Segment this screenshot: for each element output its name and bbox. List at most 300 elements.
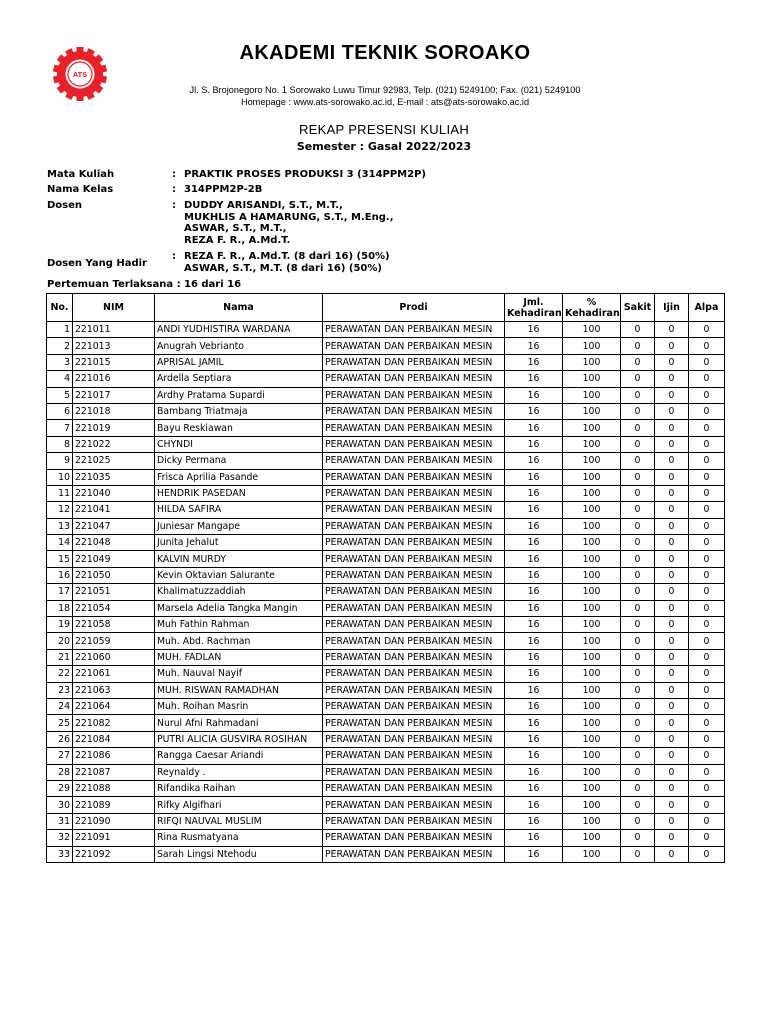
table-row (47, 731, 725, 747)
cell-jml-kehadiran: 16 (505, 371, 563, 387)
cell-jml-kehadiran: 16 (505, 764, 563, 780)
cell-nama: Rifky Algifhari (155, 797, 323, 813)
semester-label: Semester : Gasal 2022/2023 (296, 140, 472, 153)
cell-sakit: 0 (621, 830, 655, 846)
cell-nim: 221048 (73, 535, 155, 551)
cell-no: 32 (47, 830, 73, 846)
cell-nim: 221084 (73, 731, 155, 747)
table-row (47, 567, 725, 583)
cell-no: 17 (47, 584, 73, 600)
cell-nim: 221089 (73, 797, 155, 813)
table-row (47, 518, 725, 534)
header-ijin: Ijin (655, 294, 689, 322)
cell-sakit: 0 (621, 633, 655, 649)
cell-no: 7 (47, 420, 73, 436)
cell-sakit: 0 (621, 764, 655, 780)
cell-no: 14 (47, 535, 73, 551)
cell-ijin: 0 (655, 764, 689, 780)
cell-jml-kehadiran: 16 (505, 485, 563, 501)
cell-ijin: 0 (655, 682, 689, 698)
cell-ijin: 0 (655, 436, 689, 452)
cell-pct-kehadiran: 100 (563, 420, 621, 436)
cell-nama: Junita Jehalut (155, 535, 323, 551)
cell-pct-kehadiran: 100 (563, 387, 621, 403)
cell-nim: 221063 (73, 682, 155, 698)
cell-no: 26 (47, 731, 73, 747)
table-row (47, 830, 725, 846)
cell-sakit: 0 (621, 846, 655, 862)
cell-prodi: PERAWATAN DAN PERBAIKAN MESIN (323, 535, 505, 551)
cell-prodi: PERAWATAN DAN PERBAIKAN MESIN (323, 780, 505, 796)
cell-pct-kehadiran: 100 (563, 617, 621, 633)
table-row (47, 584, 725, 600)
cell-nim: 221050 (73, 567, 155, 583)
cell-ijin: 0 (655, 780, 689, 796)
cell-jml-kehadiran: 16 (505, 584, 563, 600)
cell-no: 30 (47, 797, 73, 813)
cell-ijin: 0 (655, 518, 689, 534)
cell-nim: 221013 (73, 338, 155, 354)
cell-sakit: 0 (621, 371, 655, 387)
cell-nim: 221086 (73, 748, 155, 764)
cell-sakit: 0 (621, 322, 655, 338)
table-row (47, 403, 725, 419)
cell-alpa: 0 (689, 748, 725, 764)
cell-no: 24 (47, 698, 73, 714)
cell-jml-kehadiran: 16 (505, 649, 563, 665)
cell-no: 5 (47, 387, 73, 403)
cell-nama: ANDI YUDHISTIRA WARDANA (155, 322, 323, 338)
cell-no: 4 (47, 371, 73, 387)
cell-prodi: PERAWATAN DAN PERBAIKAN MESIN (323, 387, 505, 403)
cell-alpa: 0 (689, 649, 725, 665)
table-row (47, 338, 725, 354)
cell-pct-kehadiran: 100 (563, 633, 621, 649)
cell-nama: KALVIN MURDY (155, 551, 323, 567)
cell-sakit: 0 (621, 666, 655, 682)
cell-alpa: 0 (689, 551, 725, 567)
cell-no: 3 (47, 354, 73, 370)
cell-ijin: 0 (655, 698, 689, 714)
table-row (47, 485, 725, 501)
cell-nama: Ardella Septiara (155, 371, 323, 387)
table-row (47, 813, 725, 829)
cell-alpa: 0 (689, 780, 725, 796)
cell-alpa: 0 (689, 403, 725, 419)
cell-pct-kehadiran: 100 (563, 371, 621, 387)
cell-nama: Anugrah Vebrianto (155, 338, 323, 354)
cell-jml-kehadiran: 16 (505, 698, 563, 714)
cell-nim: 221087 (73, 764, 155, 780)
cell-prodi: PERAWATAN DAN PERBAIKAN MESIN (323, 371, 505, 387)
cell-pct-kehadiran: 100 (563, 813, 621, 829)
cell-jml-kehadiran: 16 (505, 518, 563, 534)
cell-alpa: 0 (689, 469, 725, 485)
cell-ijin: 0 (655, 600, 689, 616)
cell-sakit: 0 (621, 485, 655, 501)
cell-pct-kehadiran: 100 (563, 322, 621, 338)
cell-pct-kehadiran: 100 (563, 748, 621, 764)
dosen-value: REZA F. R., A.Md.T. (184, 234, 291, 246)
cell-nim: 221025 (73, 453, 155, 469)
cell-prodi: PERAWATAN DAN PERBAIKAN MESIN (323, 682, 505, 698)
cell-nama: Rifandika Raihan (155, 780, 323, 796)
cell-ijin: 0 (655, 338, 689, 354)
cell-nama: HENDRIK PASEDAN (155, 485, 323, 501)
cell-jml-kehadiran: 16 (505, 797, 563, 813)
colon: : (172, 184, 176, 195)
cell-nim: 221018 (73, 403, 155, 419)
table-row (47, 453, 725, 469)
cell-ijin: 0 (655, 813, 689, 829)
cell-pct-kehadiran: 100 (563, 666, 621, 682)
cell-nama: Ardhy Pratama Supardi (155, 387, 323, 403)
cell-alpa: 0 (689, 338, 725, 354)
cell-ijin: 0 (655, 633, 689, 649)
cell-pct-kehadiran: 100 (563, 797, 621, 813)
colon: : (172, 200, 176, 211)
table-row (47, 322, 725, 338)
cell-ijin: 0 (655, 748, 689, 764)
cell-ijin: 0 (655, 535, 689, 551)
pertemuan-label: Pertemuan Terlaksana : (47, 279, 181, 290)
table-row (47, 354, 725, 370)
cell-pct-kehadiran: 100 (563, 600, 621, 616)
cell-prodi: PERAWATAN DAN PERBAIKAN MESIN (323, 698, 505, 714)
cell-alpa: 0 (689, 567, 725, 583)
cell-sakit: 0 (621, 436, 655, 452)
cell-ijin: 0 (655, 371, 689, 387)
cell-no: 23 (47, 682, 73, 698)
cell-nim: 221092 (73, 846, 155, 862)
colon: : (172, 251, 176, 262)
cell-sakit: 0 (621, 698, 655, 714)
cell-jml-kehadiran: 16 (505, 551, 563, 567)
cell-alpa: 0 (689, 420, 725, 436)
cell-nim: 221022 (73, 436, 155, 452)
cell-alpa: 0 (689, 535, 725, 551)
header-alpa: Alpa (689, 294, 725, 322)
cell-no: 15 (47, 551, 73, 567)
cell-nama: MUH. FADLAN (155, 649, 323, 665)
cell-pct-kehadiran: 100 (563, 403, 621, 419)
address-line: Jl. S. Brojonegoro No. 1 Sorowako Luwu Timur 92983, Telp. (021) 5249100; Fax. (021) 5249100 (189, 85, 581, 95)
table-row (47, 600, 725, 616)
cell-sakit: 0 (621, 420, 655, 436)
cell-no: 31 (47, 813, 73, 829)
cell-prodi: PERAWATAN DAN PERBAIKAN MESIN (323, 846, 505, 862)
cell-jml-kehadiran: 16 (505, 338, 563, 354)
cell-nama: Kevin Oktavian Salurante (155, 567, 323, 583)
institution-address (120, 84, 650, 108)
nama-kelas-label: Nama Kelas (47, 184, 114, 195)
cell-sakit: 0 (621, 567, 655, 583)
cell-no: 20 (47, 633, 73, 649)
cell-no: 8 (47, 436, 73, 452)
cell-nama: Rangga Caesar Ariandi (155, 748, 323, 764)
cell-sakit: 0 (621, 748, 655, 764)
table-row (47, 846, 725, 862)
cell-sakit: 0 (621, 600, 655, 616)
cell-nim: 221054 (73, 600, 155, 616)
cell-pct-kehadiran: 100 (563, 485, 621, 501)
cell-pct-kehadiran: 100 (563, 502, 621, 518)
mata-kuliah-value: PRAKTIK PROSES PRODUKSI 3 (314PPM2P) (184, 169, 426, 180)
table-row (47, 649, 725, 665)
cell-ijin: 0 (655, 420, 689, 436)
table-row (47, 436, 725, 452)
cell-nama: Frisca Aprilia Pasande (155, 469, 323, 485)
cell-ijin: 0 (655, 830, 689, 846)
cell-nama: MUH. RISWAN RAMADHAN (155, 682, 323, 698)
cell-nim: 221091 (73, 830, 155, 846)
header-nama: Nama (155, 294, 323, 322)
cell-sakit: 0 (621, 535, 655, 551)
cell-alpa: 0 (689, 813, 725, 829)
nama-kelas-value: 314PPM2P-2B (184, 184, 263, 195)
cell-jml-kehadiran: 16 (505, 600, 563, 616)
cell-ijin: 0 (655, 453, 689, 469)
cell-prodi: PERAWATAN DAN PERBAIKAN MESIN (323, 748, 505, 764)
cell-ijin: 0 (655, 584, 689, 600)
cell-nama: Muh. Nauval Nayif (155, 666, 323, 682)
cell-pct-kehadiran: 100 (563, 698, 621, 714)
cell-pct-kehadiran: 100 (563, 682, 621, 698)
cell-nim: 221016 (73, 371, 155, 387)
dosen-value: MUKHLIS A HAMARUNG, S.T., M.Eng., (184, 211, 394, 223)
header-jml-line2: Kehadiran (507, 307, 562, 319)
header-pct-line1: % (586, 296, 597, 308)
table-row (47, 797, 725, 813)
cell-sakit: 0 (621, 584, 655, 600)
cell-prodi: PERAWATAN DAN PERBAIKAN MESIN (323, 633, 505, 649)
cell-nama: Muh Fathin Rahman (155, 617, 323, 633)
logo-text: ATS (72, 70, 88, 79)
cell-jml-kehadiran: 16 (505, 830, 563, 846)
table-row (47, 715, 725, 731)
header-prodi: Prodi (323, 294, 505, 322)
cell-prodi: PERAWATAN DAN PERBAIKAN MESIN (323, 469, 505, 485)
cell-pct-kehadiran: 100 (563, 535, 621, 551)
cell-alpa: 0 (689, 584, 725, 600)
cell-pct-kehadiran: 100 (563, 731, 621, 747)
cell-nim: 221060 (73, 649, 155, 665)
cell-jml-kehadiran: 16 (505, 813, 563, 829)
cell-nim: 221082 (73, 715, 155, 731)
cell-alpa: 0 (689, 502, 725, 518)
cell-alpa: 0 (689, 436, 725, 452)
cell-sakit: 0 (621, 502, 655, 518)
ats-logo (52, 46, 108, 102)
cell-nim: 221049 (73, 551, 155, 567)
dosen-hadir-value: REZA F. R., A.Md.T. (8 dari 16) (50%) (184, 251, 390, 262)
cell-jml-kehadiran: 16 (505, 682, 563, 698)
cell-pct-kehadiran: 100 (563, 436, 621, 452)
cell-jml-kehadiran: 16 (505, 666, 563, 682)
cell-jml-kehadiran: 16 (505, 780, 563, 796)
cell-pct-kehadiran: 100 (563, 469, 621, 485)
colon: : (172, 169, 176, 180)
cell-jml-kehadiran: 16 (505, 715, 563, 731)
cell-prodi: PERAWATAN DAN PERBAIKAN MESIN (323, 551, 505, 567)
table-row (47, 420, 725, 436)
header-pct-line2: Kehadiran (565, 307, 620, 319)
cell-no: 6 (47, 403, 73, 419)
cell-nim: 221047 (73, 518, 155, 534)
cell-nama: Sarah Lingsi Ntehodu (155, 846, 323, 862)
cell-jml-kehadiran: 16 (505, 633, 563, 649)
cell-nama: HILDA SAFIRA (155, 502, 323, 518)
cell-no: 18 (47, 600, 73, 616)
cell-prodi: PERAWATAN DAN PERBAIKAN MESIN (323, 600, 505, 616)
cell-nim: 221051 (73, 584, 155, 600)
cell-pct-kehadiran: 100 (563, 338, 621, 354)
cell-sakit: 0 (621, 649, 655, 665)
cell-no: 25 (47, 715, 73, 731)
dosen-hadir-label: Dosen Yang Hadir (47, 258, 147, 269)
table-row (47, 535, 725, 551)
cell-pct-kehadiran: 100 (563, 551, 621, 567)
cell-no: 10 (47, 469, 73, 485)
cell-nim: 221064 (73, 698, 155, 714)
cell-jml-kehadiran: 16 (505, 748, 563, 764)
cell-alpa: 0 (689, 617, 725, 633)
cell-nim: 221061 (73, 666, 155, 682)
cell-prodi: PERAWATAN DAN PERBAIKAN MESIN (323, 584, 505, 600)
homepage-line: Homepage : www.ats-sorowako.ac.id, E-mail : ats@ats-sorowako.ac.id (240, 97, 530, 107)
cell-jml-kehadiran: 16 (505, 502, 563, 518)
cell-sakit: 0 (621, 731, 655, 747)
cell-pct-kehadiran: 100 (563, 518, 621, 534)
attendance-table (46, 293, 725, 863)
cell-ijin: 0 (655, 797, 689, 813)
cell-pct-kehadiran: 100 (563, 584, 621, 600)
table-row (47, 502, 725, 518)
cell-sakit: 0 (621, 469, 655, 485)
cell-sakit: 0 (621, 387, 655, 403)
cell-sakit: 0 (621, 403, 655, 419)
cell-no: 22 (47, 666, 73, 682)
dosen-value: DUDDY ARISANDI, S.T., M.T., (184, 200, 343, 211)
cell-nama: PUTRI ALICIA GUSVIRA ROSIHAN (155, 731, 323, 747)
table-row (47, 469, 725, 485)
table-row (47, 387, 725, 403)
cell-ijin: 0 (655, 617, 689, 633)
cell-alpa: 0 (689, 731, 725, 747)
cell-nim: 221059 (73, 633, 155, 649)
cell-nama: Nurul Afni Rahmadani (155, 715, 323, 731)
cell-nama: Muh. Roihan Masrin (155, 698, 323, 714)
cell-sakit: 0 (621, 338, 655, 354)
cell-prodi: PERAWATAN DAN PERBAIKAN MESIN (323, 338, 505, 354)
cell-ijin: 0 (655, 567, 689, 583)
cell-nim: 221015 (73, 354, 155, 370)
cell-jml-kehadiran: 16 (505, 403, 563, 419)
cell-nim: 221041 (73, 502, 155, 518)
cell-ijin: 0 (655, 387, 689, 403)
cell-jml-kehadiran: 16 (505, 567, 563, 583)
cell-no: 27 (47, 748, 73, 764)
cell-prodi: PERAWATAN DAN PERBAIKAN MESIN (323, 502, 505, 518)
cell-pct-kehadiran: 100 (563, 764, 621, 780)
cell-nama: Juniesar Mangape (155, 518, 323, 534)
cell-prodi: PERAWATAN DAN PERBAIKAN MESIN (323, 830, 505, 846)
cell-nim: 221058 (73, 617, 155, 633)
cell-alpa: 0 (689, 371, 725, 387)
cell-alpa: 0 (689, 387, 725, 403)
cell-pct-kehadiran: 100 (563, 715, 621, 731)
cell-no: 29 (47, 780, 73, 796)
cell-ijin: 0 (655, 485, 689, 501)
dosen-hadir-value: ASWAR, S.T., M.T. (8 dari 16) (50%) (184, 263, 382, 274)
cell-ijin: 0 (655, 666, 689, 682)
cell-prodi: PERAWATAN DAN PERBAIKAN MESIN (323, 436, 505, 452)
cell-no: 12 (47, 502, 73, 518)
cell-no: 13 (47, 518, 73, 534)
cell-sakit: 0 (621, 682, 655, 698)
cell-prodi: PERAWATAN DAN PERBAIKAN MESIN (323, 354, 505, 370)
cell-sakit: 0 (621, 715, 655, 731)
cell-prodi: PERAWATAN DAN PERBAIKAN MESIN (323, 485, 505, 501)
cell-prodi: PERAWATAN DAN PERBAIKAN MESIN (323, 813, 505, 829)
cell-no: 21 (47, 649, 73, 665)
cell-pct-kehadiran: 100 (563, 846, 621, 862)
cell-alpa: 0 (689, 830, 725, 846)
cell-ijin: 0 (655, 403, 689, 419)
cell-sakit: 0 (621, 780, 655, 796)
cell-jml-kehadiran: 16 (505, 731, 563, 747)
cell-nama: CHYNDI (155, 436, 323, 452)
cell-sakit: 0 (621, 551, 655, 567)
table-row (47, 748, 725, 764)
cell-prodi: PERAWATAN DAN PERBAIKAN MESIN (323, 453, 505, 469)
cell-jml-kehadiran: 16 (505, 322, 563, 338)
cell-alpa: 0 (689, 846, 725, 862)
cell-nama: RIFQI NAUVAL MUSLIM (155, 813, 323, 829)
table-header-row (47, 294, 725, 322)
cell-no: 2 (47, 338, 73, 354)
document-title: REKAP PRESENSI KULIAH (298, 122, 470, 137)
table-row (47, 780, 725, 796)
cell-no: 11 (47, 485, 73, 501)
cell-ijin: 0 (655, 715, 689, 731)
cell-jml-kehadiran: 16 (505, 354, 563, 370)
cell-alpa: 0 (689, 354, 725, 370)
cell-nim: 221017 (73, 387, 155, 403)
cell-prodi: PERAWATAN DAN PERBAIKAN MESIN (323, 567, 505, 583)
cell-nim: 221035 (73, 469, 155, 485)
cell-no: 28 (47, 764, 73, 780)
cell-prodi: PERAWATAN DAN PERBAIKAN MESIN (323, 649, 505, 665)
cell-alpa: 0 (689, 518, 725, 534)
institution-name: AKADEMI TEKNIK SOROAKO (239, 42, 531, 64)
cell-nim: 221019 (73, 420, 155, 436)
header-nim: NIM (73, 294, 155, 322)
cell-jml-kehadiran: 16 (505, 469, 563, 485)
cell-no: 33 (47, 846, 73, 862)
cell-pct-kehadiran: 100 (563, 453, 621, 469)
table-row (47, 371, 725, 387)
cell-nama: Khalimatuzzaddiah (155, 584, 323, 600)
cell-prodi: PERAWATAN DAN PERBAIKAN MESIN (323, 617, 505, 633)
cell-nama: Muh. Abd. Rachman (155, 633, 323, 649)
cell-prodi: PERAWATAN DAN PERBAIKAN MESIN (323, 518, 505, 534)
table-row (47, 666, 725, 682)
cell-sakit: 0 (621, 617, 655, 633)
table-row (47, 764, 725, 780)
cell-nim: 221088 (73, 780, 155, 796)
cell-sakit: 0 (621, 518, 655, 534)
